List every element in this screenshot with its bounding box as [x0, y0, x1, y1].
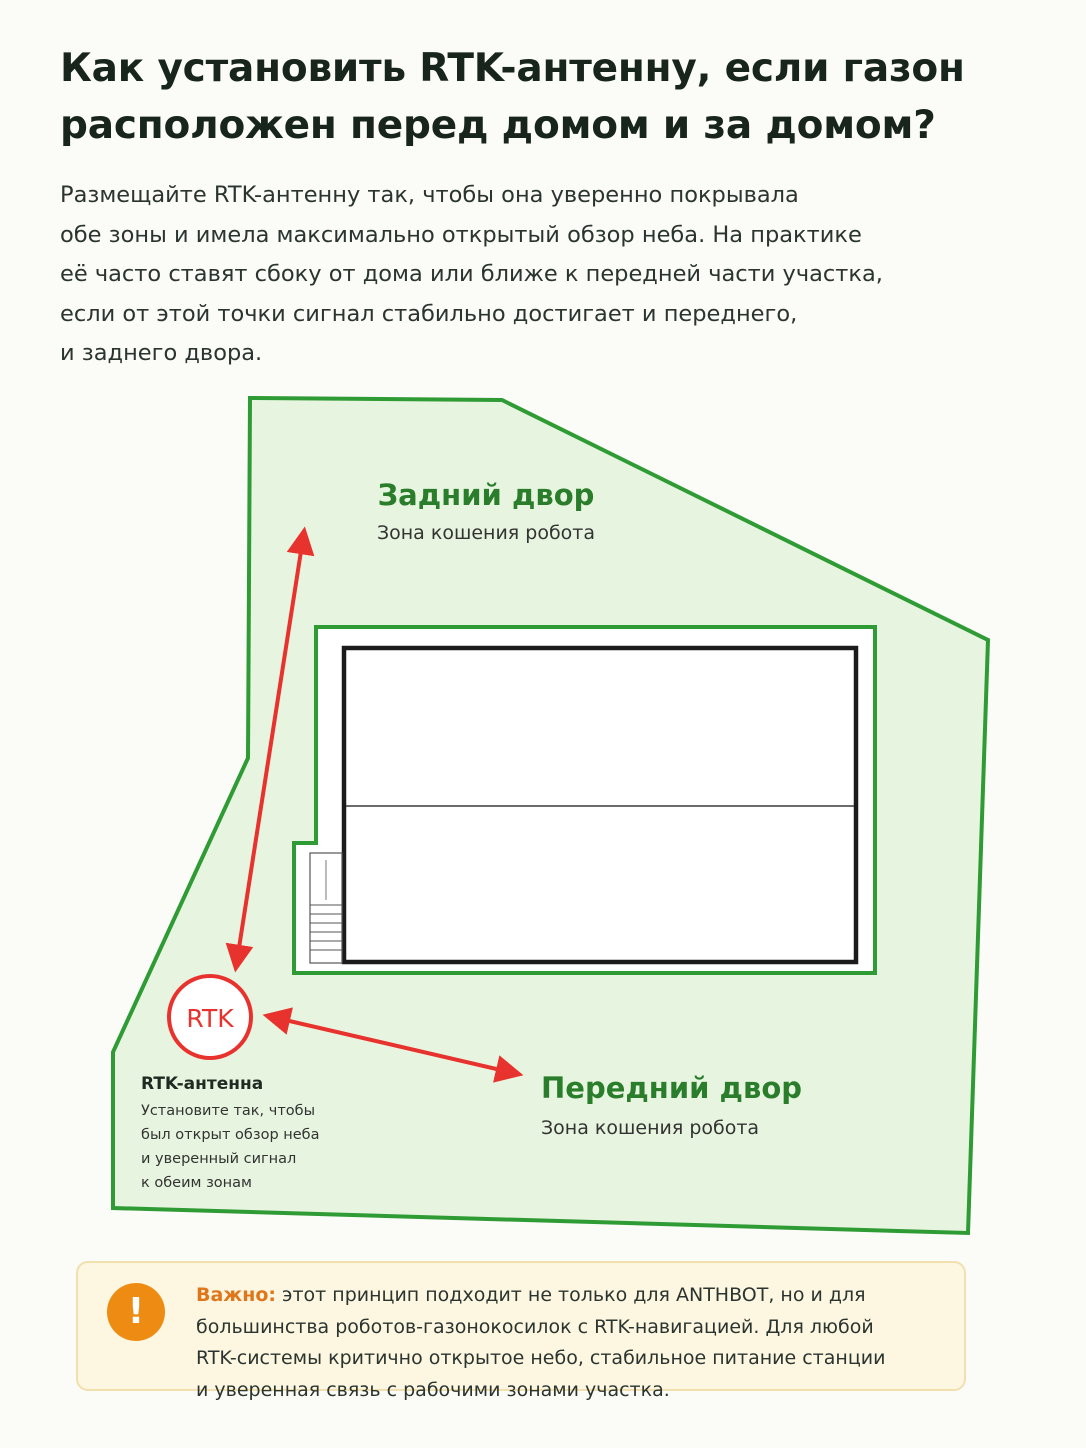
- note-line-3: RTK-системы критично открытое небо, стабильное питание станции: [196, 1347, 886, 1369]
- intro-line-5: и заднего двора.: [60, 340, 263, 366]
- rtk-antenna-description-line-2: был открыт обзор неба: [141, 1127, 320, 1143]
- rtk-antenna-description-line-3: и уверенный сигнал: [141, 1151, 297, 1167]
- note-label: Важно:: [196, 1284, 276, 1306]
- front-yard-subtitle: Зона кошения робота: [541, 1117, 760, 1139]
- intro-line-1: Размещайте RTK-антенну так, чтобы она уверенно покрывала: [60, 182, 799, 208]
- porch-steps: [310, 853, 342, 963]
- rtk-antenna-description-line-1: Установите так, чтобы: [141, 1103, 316, 1119]
- back-yard-subtitle: Зона кошения робота: [376, 522, 596, 544]
- exclamation-icon: !: [107, 1283, 165, 1341]
- front-yard-title: Передний двор: [541, 1071, 803, 1105]
- rtk-antenna-title: RTK-антенна: [141, 1074, 264, 1094]
- rtk-antenna-description-line-4: к обеим зонам: [141, 1175, 252, 1191]
- note-line-1-text: этот принцип подходит не только для ANTHBOT, но и для: [276, 1284, 866, 1306]
- intro-line-2: обе зоны и имела максимально открытый обзор неба. На практике: [60, 221, 862, 248]
- house: [344, 648, 856, 962]
- intro-line-4: если от этой точки сигнал стабильно достигает и переднего,: [60, 300, 798, 327]
- title-line-1: Как установить RTK-антенну, если газон: [60, 46, 965, 91]
- note-line-1: [196, 1280, 956, 1312]
- title-line-2: расположен перед домом и за домом?: [60, 103, 936, 148]
- back-yard-title: Задний двор: [377, 478, 595, 512]
- note-line-2: большинства роботов-газонокосилок с RTK-навигацией. Для любой: [196, 1315, 874, 1338]
- important-note-text: [196, 1280, 956, 1406]
- important-note: [76, 1261, 966, 1401]
- note-line-4: и уверенная связь с рабочими зонами участка.: [196, 1378, 670, 1401]
- rtk-badge-label: RTK: [186, 1004, 234, 1033]
- intro-line-3: её часто ставят сбоку от дома или ближе к передней части участка,: [60, 261, 883, 287]
